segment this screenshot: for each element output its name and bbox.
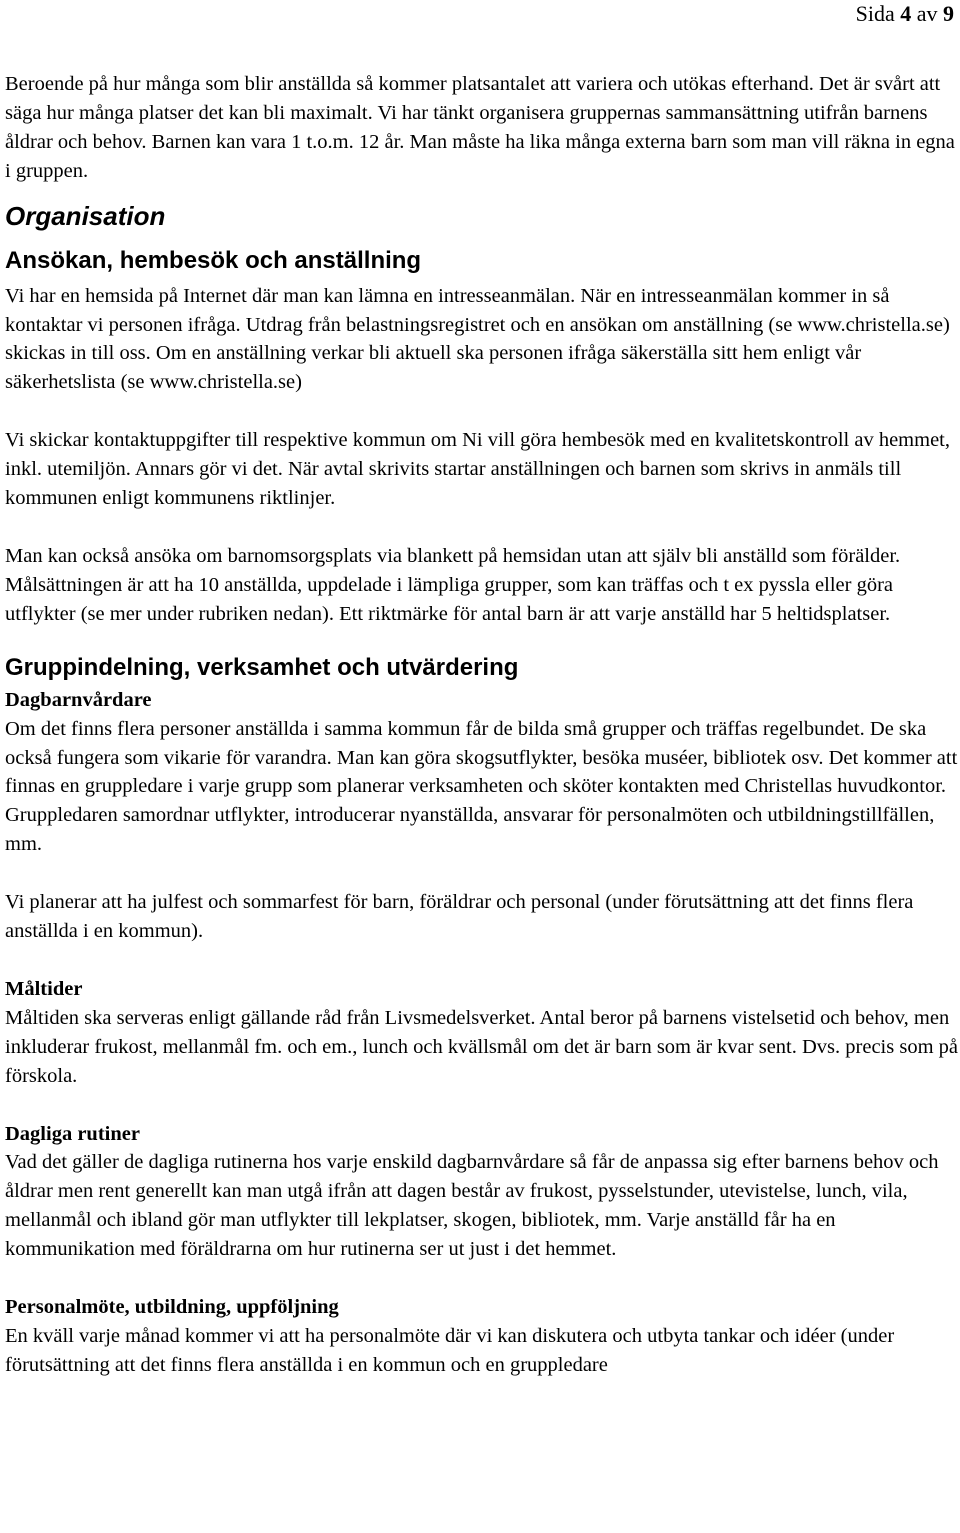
spacer [5,232,960,246]
personalmote-paragraph: En kväll varje månad kommer vi att ha personalmöte där vi kan diskutera och utbyta tankar och idéer (under förutsättning att det finns flera anställda i en kommun och en gruppledare [5,1325,895,1376]
section-heading-gruppindelning: Gruppindelning, verksamhet och utvärdering [5,653,519,681]
page-prefix: Sida [855,1,895,26]
spacer [5,859,960,888]
spacer [5,513,960,542]
subsection-heading-dagliga-rutiner: Dagliga rutiner [5,1122,140,1145]
spacer [5,397,960,426]
subsection-heading-maltider: Måltider [5,977,83,1000]
dagbarnvardare-paragraph-2: Vi planerar att ha julfest och sommarfest för barn, föräldrar och personal (under förutsättning att det finns flera anställda i en kommun). [5,891,914,943]
rutiner-paragraph: Vad det gäller de dagliga rutinerna hos varje enskild dagbarnvårdare så får de anpassa sig efter barnens behov och åldrar men rent generellt kan man utgå ifrån att dagen består av frukost, pysselstunder, utevistelse, lunch, vila, mellanmål och ibland gör man utflykter till lekplatser, skogen, bibliotek, mm. Varje anställd får ha en kommunikation med föräldrarna om hur rutinerna ser ut just i det hemmet. [5,1151,939,1261]
maltider-paragraph: Måltiden ska serveras enligt gällande råd från Livsmedelsverket. Antal beror på barnens vistelsetid och behov, men inkluderar frukost, mellanmål fm. och em., lunch och kvällsmål om det är barn som är kvar sent. Dvs. precis som på förskola. [5,1006,958,1087]
page-separator: av [916,1,938,26]
organisation-paragraph-1: Vi har en hemsida på Internet där man kan lämna en intresseanmälan. När en intresseanmälan kommer in så kontaktar vi personen ifråga. Utdrag från belastningsregistret och en ansökan om anställning (se www.christella.se) skickas in till oss. Om en anställning verkar bli aktuell ska personen ifråga säkerställa sitt hem enligt vår säkerhetslista (se www.christella.se) [5,284,950,394]
subsection-heading-dagbarnvardare: Dagbarnvårdare [5,688,152,711]
intro-paragraph: Beroende på hur många som blir anställda så kommer platsantalet att variera och utökas efterhand. Det är svårt att säga hur många platser det kan bli maximalt. Vi har tänkt organisera gruppernas sammansättning utifrån barnens åldrar och behov. Barnen kan vara 1 t.o.m. 12 år. Man måste ha lika många externa barn som man vill räkna in egna i gruppen. [5,73,955,182]
subsection-heading-personalmote: Personalmöte, utbildning, uppföljning [5,1296,339,1319]
page-current: 4 [900,1,912,26]
spacer [5,1091,960,1120]
page-total: 9 [943,1,954,26]
page-number [856,0,954,28]
organisation-paragraph-3: Man kan också ansöka om barnomsorgsplats via blankett på hemsidan utan att själv bli anställd som förälder. Målsättningen är att ha 10 anställda, uppdelade i lämpliga grupper, som kan träffas och t ex pyssla eller göra utflykter (se mer under rubriken nedan). Ett riktmärke för antal barn är att varje anställd har 5 heltidsplatser. [5,544,901,625]
document-body [5,70,960,1380]
dagbarnvardare-paragraph-1: Om det finns flera personer anställda i samma kommun får de bilda små grupper och träffas regelbundet. De ska också fungera som vikarie för varandra. Man kan göra skogsutflykter, besöka muséer, bibliotek osv. Det kommer att finnas en gruppledare i varje grupp som planerar verksamheten och sköter kontakten med Christellas huvudkontor. Gruppledaren samordnar utflykter, introducerar nyanställda, ansvarar för personalmöten och utbildningstillfällen, mm. [5,717,958,856]
spacer [5,946,960,975]
spacer [5,1264,960,1293]
organisation-paragraph-2: Vi skickar kontaktuppgifter till respektive kommun om Ni vill göra hembesök med en kvalitetskontroll av hemmet, inkl. utemiljön. Annars gör vi det. När avtal skrivits startar anställningen och barnen som skrivs in anmäls till kommunen enligt kommunens riktlinjer. [5,429,950,510]
section-heading-organisation: Organisation [5,200,166,231]
subsection-heading-ansokan: Ansökan, hembesök och anställning [5,246,422,274]
spacer [5,629,960,653]
